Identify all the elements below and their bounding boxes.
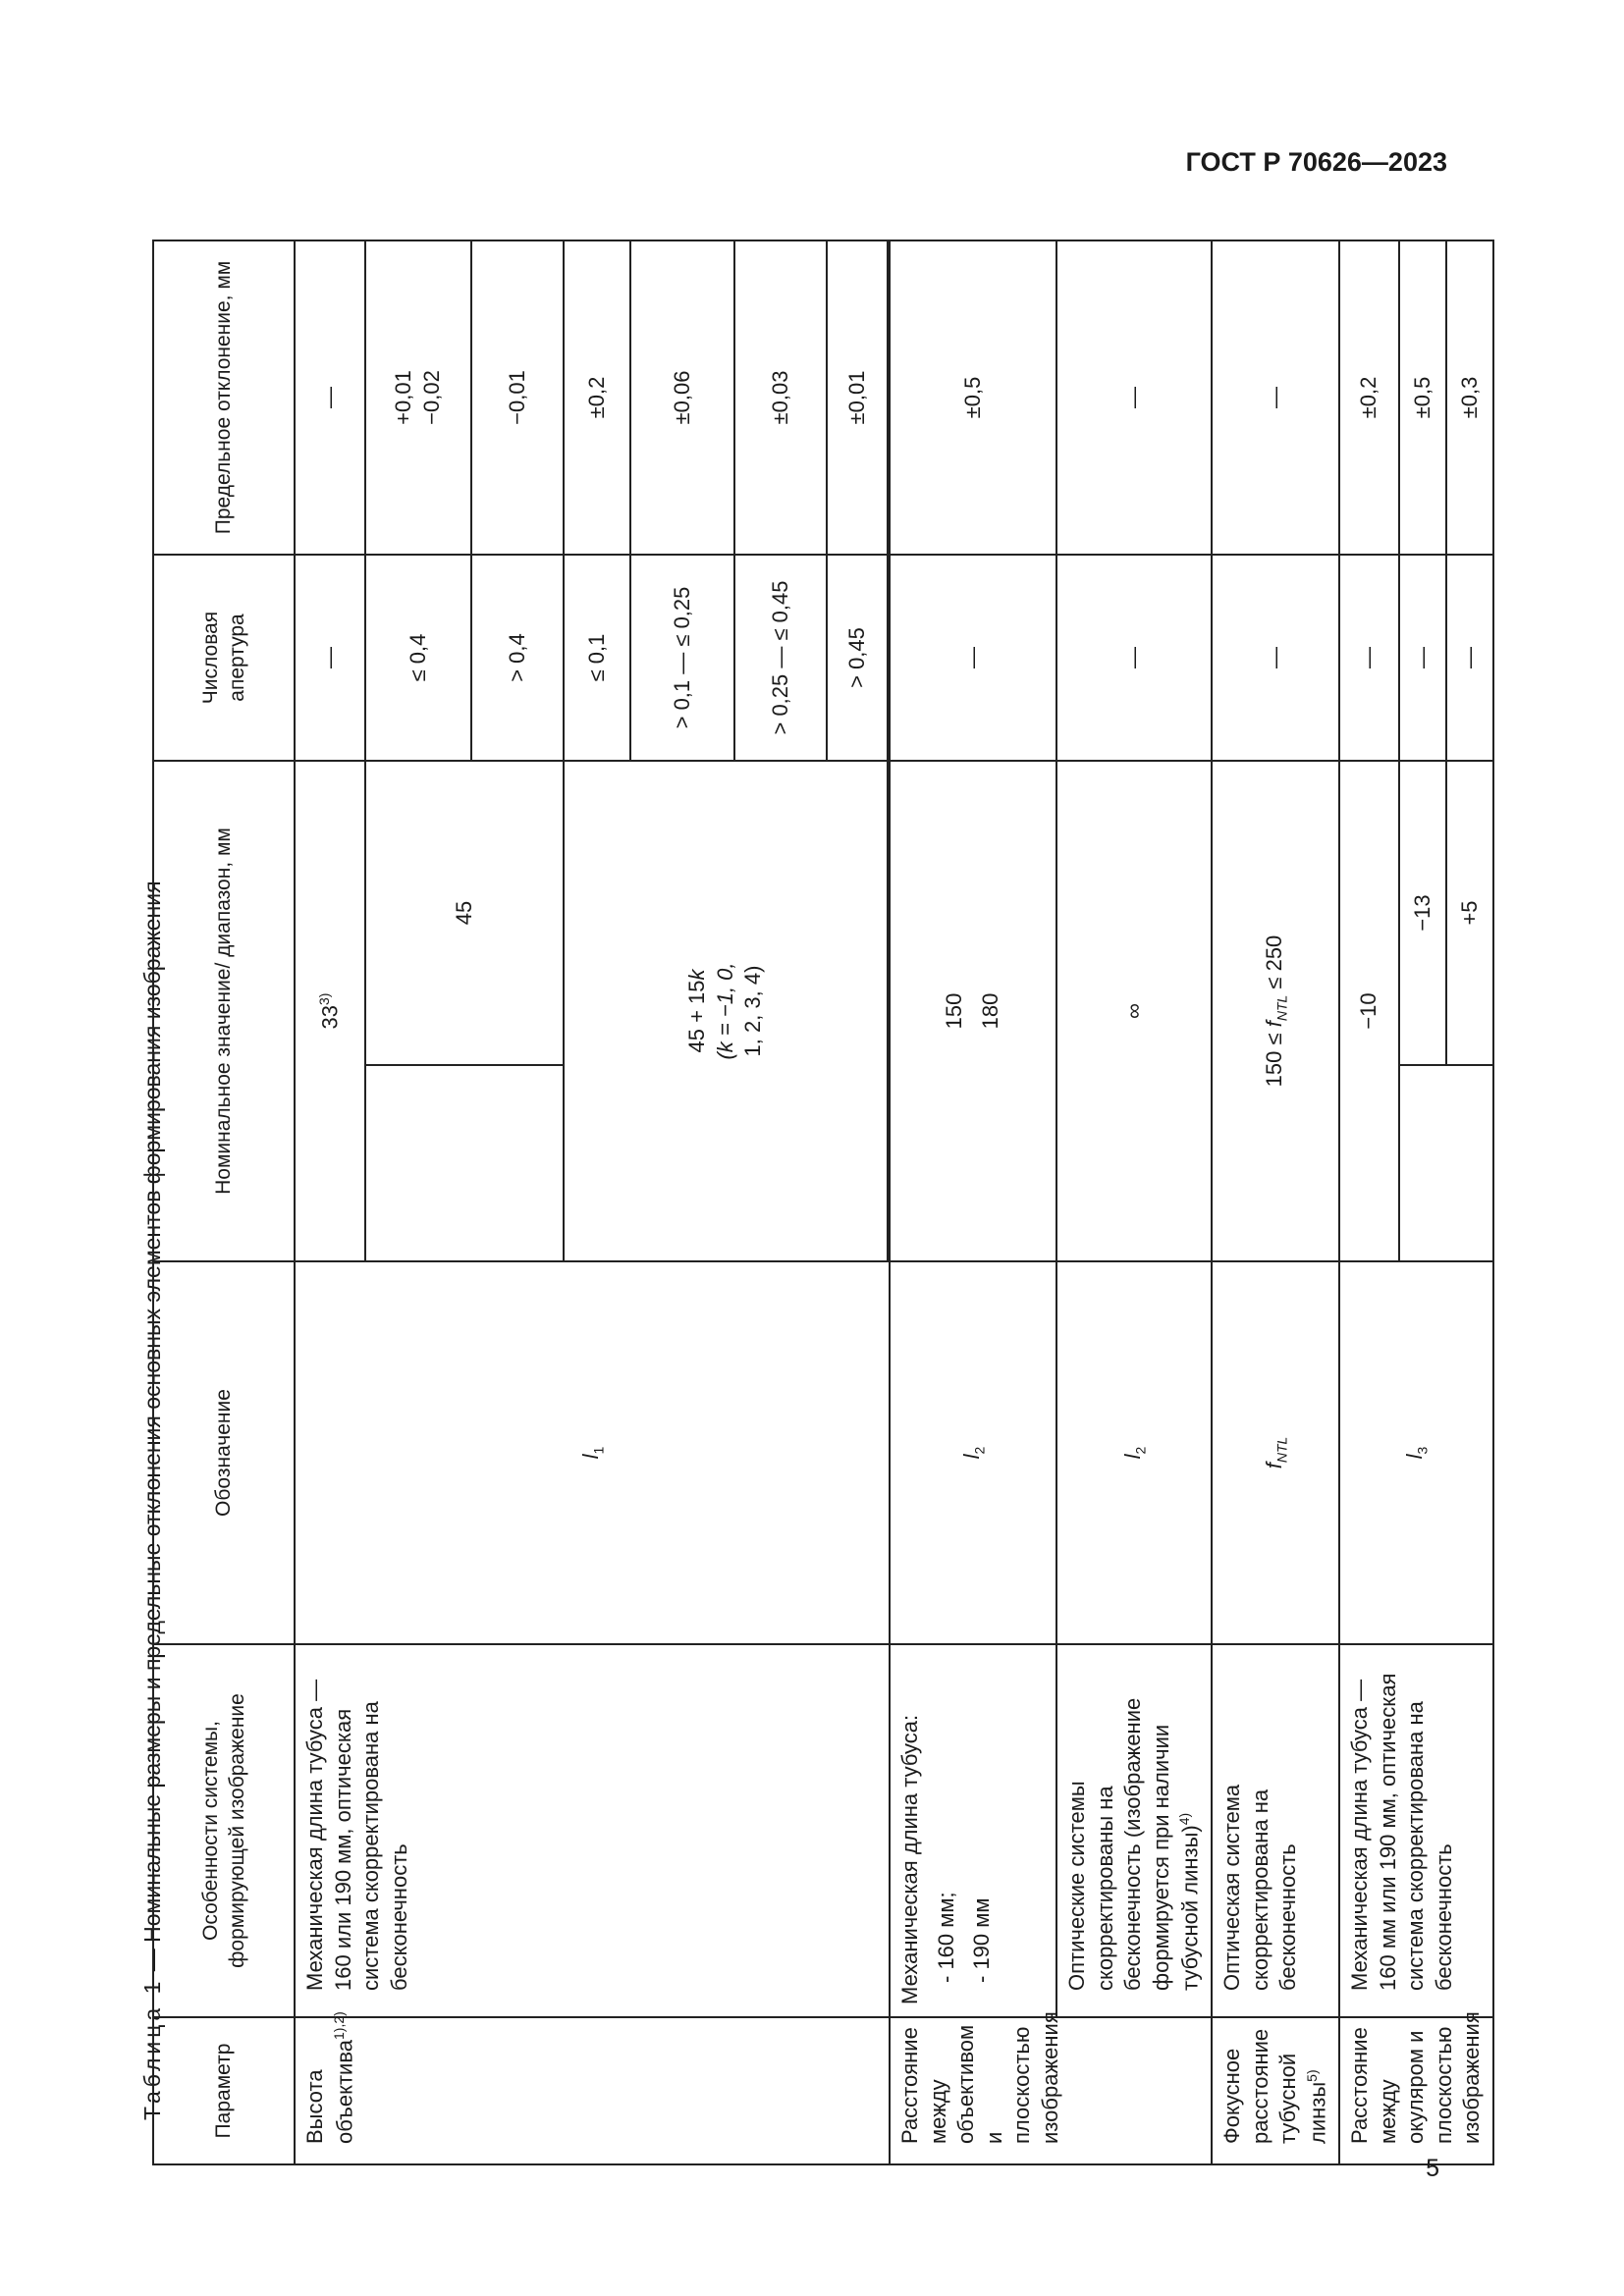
nominal-cell (890, 761, 1056, 1261)
nominal-cell: −13 (1399, 761, 1446, 1065)
aperture-cell: > 0,1 — ≤ 0,25 (630, 555, 734, 761)
footnote-ref: 5) (1304, 2069, 1321, 2082)
footnote-ref: 3) (316, 992, 333, 1005)
deviation-cell (365, 240, 471, 555)
table-row (1339, 240, 1399, 2164)
nominal-value: 33 (317, 1004, 343, 1030)
aperture-cell: — (890, 555, 1056, 761)
nominal-cell (564, 761, 888, 1261)
param-label: Фокусное расстояние тубусной линзы (1219, 2028, 1330, 2144)
header-nominal: Номинальное значение/ диапазон, мм (153, 761, 295, 1261)
aperture-cell: > 0,45 (827, 555, 888, 761)
param-label: Высота объектива (302, 2039, 356, 2144)
aperture-cell: ≤ 0,4 (365, 555, 471, 761)
aperture-cell: — (1399, 555, 1446, 761)
nominal-cell: −10 (1339, 761, 1399, 1261)
symbol-subscript: 2 (1132, 1446, 1149, 1455)
deviation-cell: ±0,06 (630, 240, 734, 555)
nominal-formula-range-end: 1, 2, 3, 4) (740, 965, 766, 1057)
symbol: l (958, 1454, 984, 1460)
footnote-ref: 4) (1176, 1812, 1193, 1826)
features-title: Механическая длина тубуса: (897, 1714, 922, 2004)
nominal-range-start: 150 ≤ (1261, 1027, 1286, 1088)
table-row (295, 240, 365, 2164)
header-symbol: Обозначение (153, 1261, 295, 1644)
deviation-cell: ±0,3 (1446, 240, 1493, 555)
nominal-value-190: 180 (978, 992, 1002, 1030)
features-cell: Оптическая система скорректирована на бесконечность (1212, 1644, 1339, 2017)
deviation-cell: ±0,01 (827, 240, 888, 555)
nominal-blank-cell (471, 1065, 564, 1261)
features-cell (890, 1644, 1056, 2017)
param-cell: Расстояние между окуляром и плоскостью изображения (1339, 2017, 1493, 2164)
nominal-formula-range: (k = −1, 0, (712, 962, 737, 1060)
symbol-cell (1212, 1261, 1339, 1644)
nominal-blank-cell (1446, 1065, 1493, 1261)
symbol-cell (890, 1261, 1056, 1644)
aperture-cell: — (295, 555, 365, 761)
table-container (152, 241, 1485, 2165)
deviation-cell: — (295, 240, 365, 555)
nominal-formula-k: k (684, 969, 710, 981)
header-param: Параметр (153, 2017, 295, 2164)
table-header-row (153, 240, 295, 2164)
page-number: 5 (1426, 2155, 1439, 2182)
symbol-subscript: 2 (971, 1446, 988, 1455)
aperture-cell: — (1339, 555, 1399, 761)
symbol: l (1119, 1454, 1145, 1460)
header-aperture: Числовая апертура (153, 555, 295, 761)
nominal-cell: 45 (365, 761, 564, 1065)
deviation-cell: −0,01 (471, 240, 564, 555)
features-option-190: - 190 мм (969, 1897, 995, 1983)
deviation-cell: ±0,5 (1399, 240, 1446, 555)
symbol: l (1402, 1454, 1428, 1460)
param-cell (1212, 2017, 1339, 2164)
symbol-cell (295, 1261, 890, 1644)
deviation-plus: +0,01 (391, 370, 416, 425)
nominal-cell: +5 (1446, 761, 1493, 1065)
header-features: Особенности системы, формирующей изображение (153, 1644, 295, 2017)
features-cell: Механическая длина тубуса — 160 или 190 мм, оптическая система скорректирована на бесконечность (295, 1644, 890, 2017)
nominal-formula: 45 + 15 (684, 980, 710, 1053)
deviation-cell: ±0,2 (564, 240, 630, 555)
deviation-cell: ±0,5 (890, 240, 1056, 555)
aperture-cell: — (1446, 555, 1493, 761)
document-code: ГОСТ Р 70626—2023 (1185, 147, 1447, 177)
features-option-160: - 160 мм; (933, 1892, 958, 1983)
symbol-subscript: 1 (590, 1446, 607, 1455)
nominal-range-end: ≤ 250 (1261, 934, 1286, 995)
symbol-subscript: NTL (1273, 1436, 1290, 1464)
param-cell (295, 2011, 890, 2164)
aperture-cell: — (1212, 555, 1339, 761)
deviation-cell: — (1212, 240, 1339, 555)
table-row (1056, 240, 1212, 2164)
symbol: f (1261, 1463, 1286, 1469)
caption-text: Номинальные размеры и предельные отклонения основных элементов формирования изображения (139, 881, 165, 1943)
symbol-subscript: 3 (1414, 1446, 1431, 1455)
param-cell: Расстояние между объективом и плоскостью изображения (890, 2017, 1212, 2164)
symbol-cell (1339, 1261, 1493, 1644)
table-row (890, 240, 1056, 2164)
table-row (1212, 240, 1339, 2164)
deviation-cell: ±0,2 (1339, 240, 1399, 555)
aperture-cell: > 0,25 — ≤ 0,45 (734, 555, 827, 761)
nominal-symbol: f (1261, 1021, 1286, 1028)
aperture-cell: > 0,4 (471, 555, 564, 761)
deviation-cell: ±0,03 (734, 240, 827, 555)
aperture-cell: ≤ 0,1 (564, 555, 630, 761)
dimensions-table (152, 240, 1494, 2165)
features-text: Оптические системы скорректированы на бесконечность (изображение формируется при наличии тубусной линзы) (1064, 1697, 1203, 1991)
nominal-blank-cell (1399, 1065, 1446, 1261)
nominal-blank-cell (365, 1065, 471, 1261)
caption-dash: — (139, 1942, 165, 1978)
features-cell (1056, 1644, 1212, 2017)
nominal-cell (1212, 761, 1339, 1261)
deviation-cell: — (1056, 240, 1212, 555)
symbol-cell (1056, 1261, 1212, 1644)
features-cell: Механическая длина тубуса — 160 мм или 190 мм, оптическая система скорректирована на бесконечность (1339, 1644, 1493, 2017)
footnote-ref: 1),2) (330, 2011, 347, 2040)
caption-label: Таблица 1 (139, 1977, 165, 2120)
aperture-cell: — (1056, 555, 1212, 761)
nominal-cell (295, 761, 365, 1261)
header-deviation: Предельное отклонение, мм (153, 240, 295, 555)
nominal-symbol-subscript: NTL (1273, 994, 1290, 1022)
deviation-minus: −0,02 (419, 370, 444, 425)
nominal-cell: ∞ (1056, 761, 1212, 1261)
nominal-value-160: 150 (942, 992, 967, 1030)
symbol: l (577, 1454, 603, 1460)
